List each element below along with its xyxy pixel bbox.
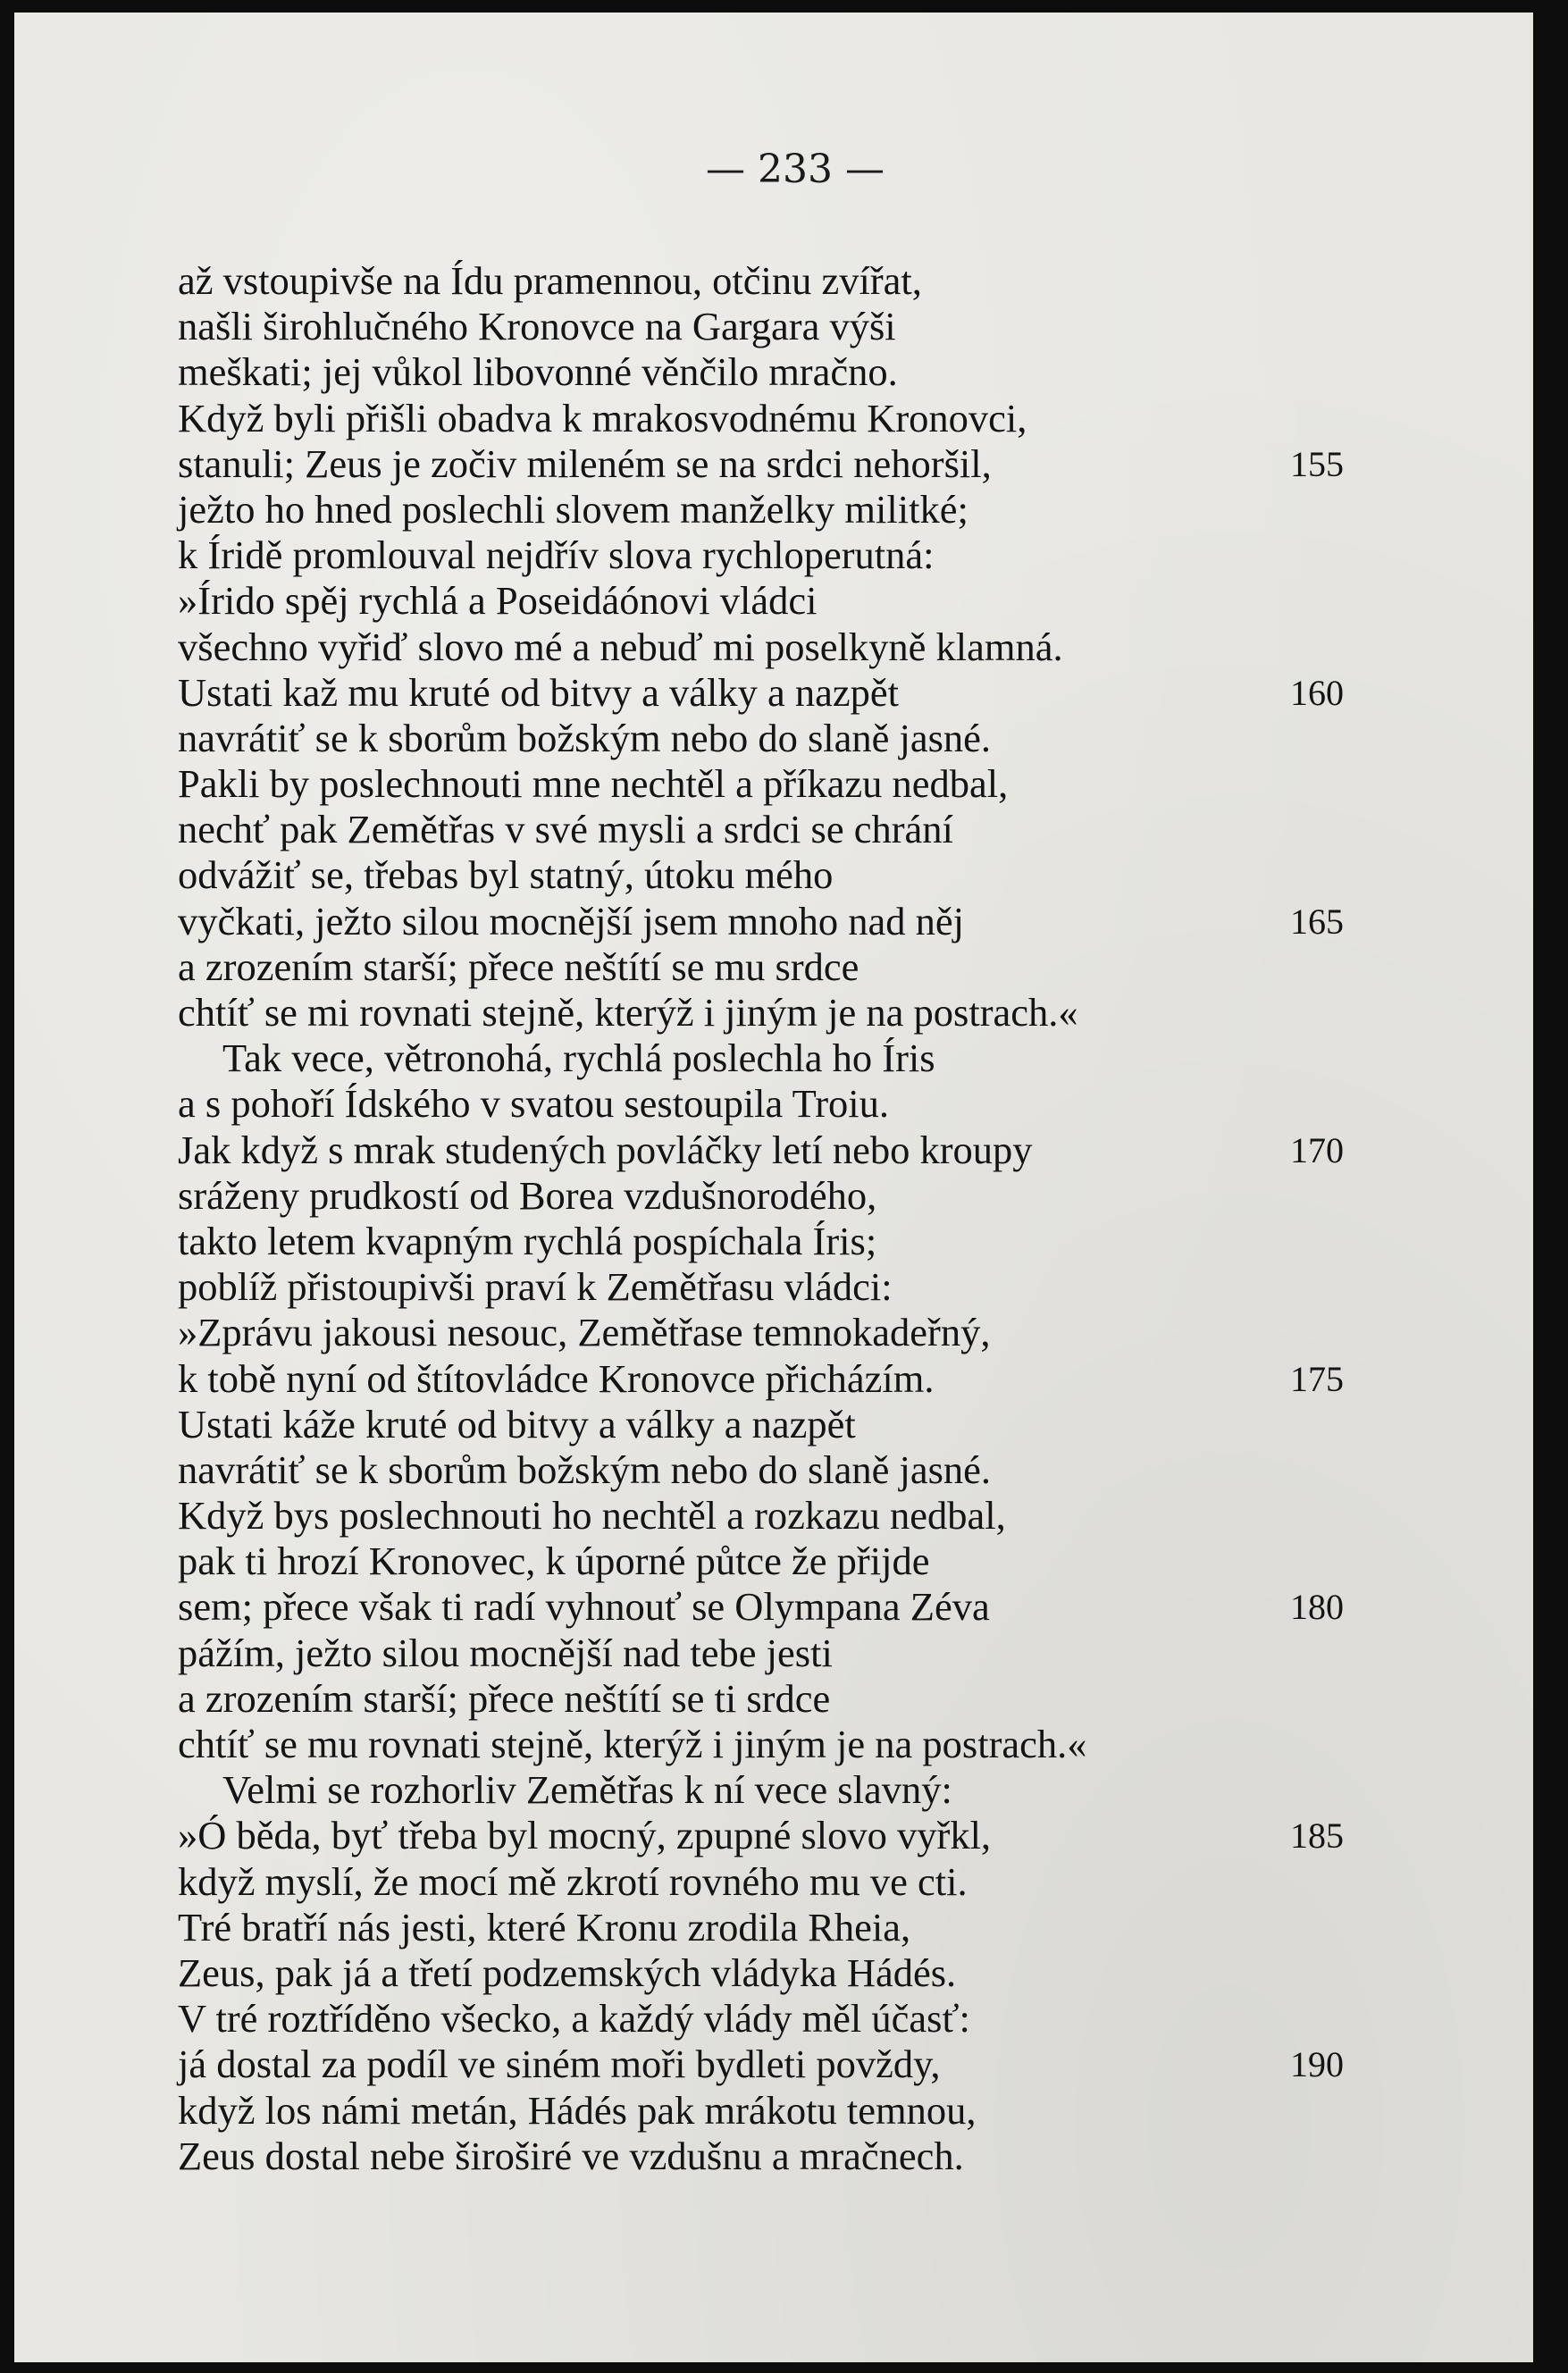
verse-line-text: k Íridě promlouval nejdřív slova rychloperutná: (178, 532, 935, 578)
verse-line-text: Zeus, pak já a třetí podzemských vládyka Hádés. (178, 1950, 957, 1995)
verse-line (178, 1950, 1375, 1996)
verse-line (178, 1905, 1375, 1950)
verse-line-text: meškati; jej vůkol libovonné věnčilo mračno. (178, 349, 898, 395)
verse-line (178, 1722, 1375, 1767)
verse-line-text: až vstoupivše na Ídu pramennou, otčinu zvířat, (178, 258, 922, 303)
verse-line-text: sem; přece však ti radí vyhnouť se Olympana Zéva (178, 1584, 990, 1630)
verse-line (178, 1219, 1375, 1264)
verse-line (178, 2134, 1375, 2179)
verse-line-text: Jak když s mrak studených povláčky letí nebo kroupy (178, 1127, 1033, 1172)
verse-line-text: odvážiť se, třebas byl statný, útoku mého (178, 852, 834, 898)
verse-line (178, 1631, 1375, 1676)
verse-line-text: Velmi se rozhorliv Zemětřas k ní vece slavný: (222, 1767, 952, 1813)
verse-line (178, 852, 1375, 898)
line-number: 165 (1290, 901, 1344, 942)
verse-line-text: našli širohlučného Kronovce na Gargara výši (178, 304, 896, 349)
verse-line-text: k tobě nyní od štítovládce Kronovce přicházím. (178, 1355, 935, 1401)
verse-line (178, 716, 1375, 761)
verse-line (178, 2042, 1375, 2087)
verse-line (178, 1859, 1375, 1905)
verse-line-text: Když bys poslechnouti ho nechtěl a rozkazu nedbal, (178, 1493, 1006, 1539)
verse-line-text: a zrozením starší; přece neštítí se ti srdce (178, 1675, 831, 1721)
verse-line (178, 899, 1375, 944)
verse-line (178, 396, 1375, 441)
verse-line-text: takto letem kvapným rychlá pospíchala Íris; (178, 1218, 877, 1263)
verse-line (178, 304, 1375, 349)
verse-line-text: nechť pak Zemětřas v své mysli a srdci se chrání (178, 807, 953, 852)
verse-line (178, 1447, 1375, 1493)
verse-line (178, 1173, 1375, 1219)
verse-line (178, 1539, 1375, 1584)
verse-line (178, 625, 1375, 670)
verse-line (178, 1081, 1375, 1127)
verse-line-text: když los námi metán, Hádés pak mrákotu temnou, (178, 2087, 977, 2133)
verse-line-text: Ustati kaž mu kruté od bitvy a války a nazpět (178, 669, 899, 715)
line-number: 155 (1290, 443, 1344, 484)
verse-line-text: ježto ho hned poslechli slovem manželky militké; (178, 486, 968, 532)
line-number: 185 (1290, 1815, 1344, 1857)
verse-line-text: stanuli; Zeus je zočiv mileném se na srdci nehoršil, (178, 440, 992, 486)
verse-line-text: »Zprávu jakousi nesouc, Zemětřase temnokadeřný, (178, 1310, 991, 1355)
line-number: 170 (1290, 1129, 1344, 1170)
verse-line (178, 1356, 1375, 1402)
verse-line (178, 2088, 1375, 2134)
verse-line (178, 1264, 1375, 1310)
verse-line-text: »Ó běda, byť třeba byl mocný, zpupné slovo vyřkl, (178, 1813, 992, 1858)
verse-line-text: pážím, ježto silou mocnější nad tebe jesti (178, 1630, 833, 1675)
verse-line (178, 1493, 1375, 1539)
verse-line-text: sráženy prudkostí od Borea vzdušnorodého, (178, 1172, 877, 1218)
verse-line (178, 761, 1375, 807)
verse-line-text: když myslí, že mocí mě zkrotí rovného mu ve cti. (178, 1858, 968, 1904)
verse-line (178, 1128, 1375, 1173)
verse-line-text: Zeus dostal nebe široširé ve vzdušnu a mračnech. (178, 2133, 964, 2178)
verse-line-text: a s pohoří Ídského v svatou sestoupila Troiu. (178, 1081, 890, 1127)
verse-line-text: Tak vece, větronohá, rychlá poslechla ho Íris (222, 1036, 935, 1081)
verse-line-text: všechno vyřiď slovo mé a nebuď mi poselkyně klamná. (178, 624, 1063, 669)
verse-line (178, 1813, 1375, 1858)
verse-line (178, 441, 1375, 487)
verse-line (178, 1402, 1375, 1447)
verse-line-text: chtíť se mi rovnati stejně, kterýž i jiným je na postrach.« (178, 990, 1078, 1035)
verse-line-text: chtíť se mu rovnati stejně, kterýž i jiným je na postrach.« (178, 1722, 1087, 1766)
verse-line (178, 1676, 1375, 1722)
verse-line-text: V tré roztříděno všecko, a každý vlády měl účasť: (178, 1996, 970, 2042)
book-page (14, 13, 1533, 2362)
verse-line (178, 944, 1375, 990)
verse-line-text: a zrozením starší; přece neštítí se mu srdce (178, 943, 859, 989)
verse-line (178, 1036, 1375, 1081)
verse-line-text: pak ti hrozí Kronovec, k úporné půtce že přijde (178, 1539, 930, 1584)
verse-line (178, 532, 1375, 578)
verse-line-text: Když byli přišli obadva k mrakosvodnému Kronovci, (178, 395, 1027, 440)
verse-line (178, 258, 1375, 304)
verse-line-text: navrátiť se k sborům božským nebo do slaně jasné. (178, 715, 992, 760)
verse-line-text: vyčkati, ježto silou mocnější jsem mnoho nad něj (178, 898, 964, 943)
verse-line-text: Ustati káže kruté od bitvy a války a nazpět (178, 1401, 856, 1446)
verse-line (178, 1584, 1375, 1630)
line-number: 175 (1290, 1358, 1344, 1399)
verse-line (178, 1996, 1375, 2042)
verse-line (178, 807, 1375, 852)
verse-line (178, 578, 1375, 624)
line-number: 180 (1290, 1587, 1344, 1628)
verse-line-text: »Írido spěj rychlá a Poseidáónovi vládci (178, 578, 818, 624)
page-number: — 233 — (706, 147, 885, 192)
verse-line (178, 990, 1375, 1036)
line-number: 190 (1290, 2044, 1344, 2085)
verse-line-text: Tré bratří nás jesti, které Kronu zrodila Rheia, (178, 1904, 911, 1950)
line-number: 160 (1290, 672, 1344, 713)
verse-line (178, 1767, 1375, 1813)
verse-line (178, 670, 1375, 716)
verse-line-text: poblíž přistoupivši praví k Zemětřasu vládci: (178, 1264, 893, 1310)
verse-line-text: Pakli by poslechnouti mne nechtěl a příkazu nedbal, (178, 761, 1009, 807)
verse-line-text: navrátiť se k sborům božským nebo do slaně jasné. (178, 1446, 992, 1492)
verse-line (178, 487, 1375, 532)
verse-line (178, 349, 1375, 395)
verse-text (178, 258, 1375, 2179)
verse-line-text: já dostal za podíl ve siném moři bydleti povždy, (178, 2042, 941, 2087)
verse-line (178, 1310, 1375, 1355)
